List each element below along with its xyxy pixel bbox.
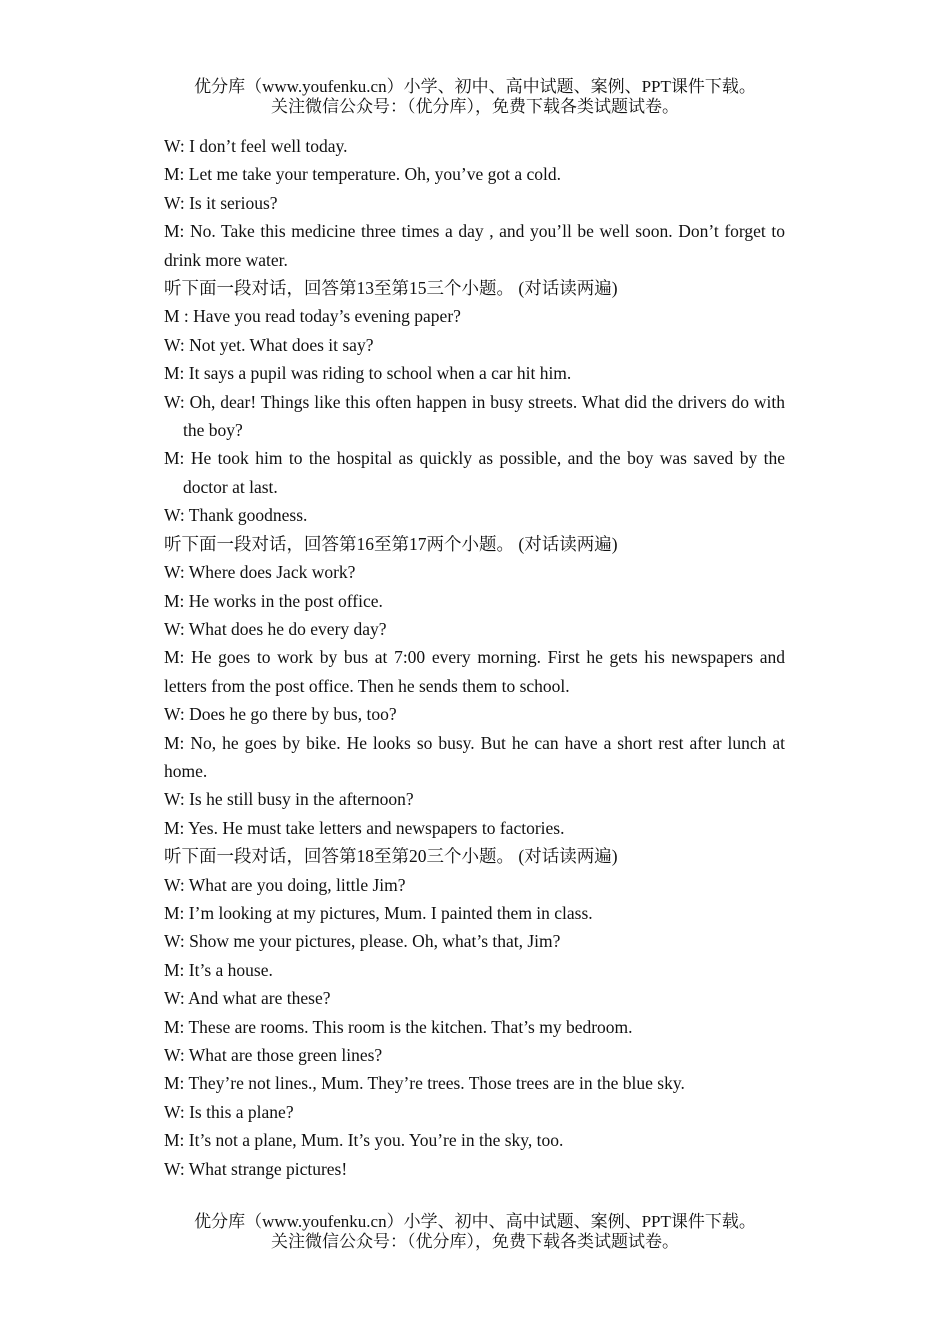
dialogue-line: W: I don’t feel well today. [164,136,348,156]
dialogue-line: W: Not yet. What does it say? [164,334,374,355]
dialogue-line: W: What does he do every day? [164,618,387,639]
dialogue-line: M: He works in the post office. [164,590,383,611]
dialogue-line: M: He goes to work by bus at 7:00 every morning. First he gets his newspapers and letters from the post office. Then he sends them to school. [164,647,785,696]
dialogue-line: M: No, he goes by bike. He looks so busy. But he can have a short rest after lunch at home. [164,732,785,781]
dialogue-line: M: Let me take your temperature. Oh, you’ve got a cold. [164,164,562,185]
dialogue-line: M: Yes. He must take letters and newspapers to factories. [164,817,565,838]
dialogue-line: W: Is he still busy in the afternoon? [164,789,414,810]
dialogue-line: M : Have you read today’s evening paper? [164,306,461,327]
header-line-1: 优分库（www.youfenku.cn）小学、初中、高中试题、案例、PPT课件下载。 [194,77,756,96]
dialogue-line: M: It says a pupil was riding to school when a car hit him. [164,363,572,384]
dialogue-line: M: They’re not lines., Mum. They’re trees. Those trees are in the blue sky. [164,1073,685,1094]
dialogue-line: W: What are you doing, little Jim? [164,874,406,895]
dialogue-line: 听下面一段对话，回答第13至第15三个小题。 (对话读两遍) [164,278,618,299]
dialogue-line: M: No. Take this medicine three times a day , and you’ll be well soon. Don’t forget to drink more water. [164,221,785,270]
dialogue-line: W: Does he go there by bus, too? [164,704,397,725]
dialogue-line: W: Where does Jack work? [164,562,356,583]
dialogue-line: M: I’m looking at my pictures, Mum. I painted them in class. [164,902,593,923]
dialogue-line: M: It’s a house. [164,959,273,980]
page-footer [0,1212,950,1252]
dialogue-line: M: It’s not a plane, Mum. It’s you. You’re in the sky, too. [164,1130,564,1151]
dialogue-transcript [164,132,785,1183]
dialogue-line: 听下面一段对话，回答第18至第20三个小题。 (对话读两遍) [164,846,618,867]
dialogue-line: W: Thank goodness. [164,505,308,526]
page-header [0,77,950,117]
dialogue-line: W: And what are these? [164,988,331,1009]
dialogue-line: W: Is it serious? [164,192,278,213]
header-line-2: 关注微信公众号：（优分库），免费下载各类试题试卷。 [271,97,679,116]
footer-line-1: 优分库（www.youfenku.cn）小学、初中、高中试题、案例、PPT课件下载。 [194,1212,756,1231]
dialogue-line: W: What are those green lines? [164,1045,383,1065]
dialogue-line: W: Show me your pictures, please. Oh, what’s that, Jim? [164,931,561,952]
dialogue-line: 听下面一段对话，回答第16至第17两个小题。 (对话读两遍) [164,533,618,554]
dialogue-line: M: He took him to the hospital as quickly as possible, and the boy was saved by the doctor at last. [164,448,785,497]
dialogue-line: W: Is this a plane? [164,1101,294,1122]
dialogue-line: M: These are rooms. This room is the kitchen. That’s my bedroom. [164,1016,633,1037]
footer-line-2: 关注微信公众号：（优分库），免费下载各类试题试卷。 [271,1232,679,1251]
dialogue-line: W: What strange pictures! [164,1158,348,1179]
dialogue-line: W: Oh, dear! Things like this often happen in busy streets. What did the drivers do with the boy? [164,391,785,441]
